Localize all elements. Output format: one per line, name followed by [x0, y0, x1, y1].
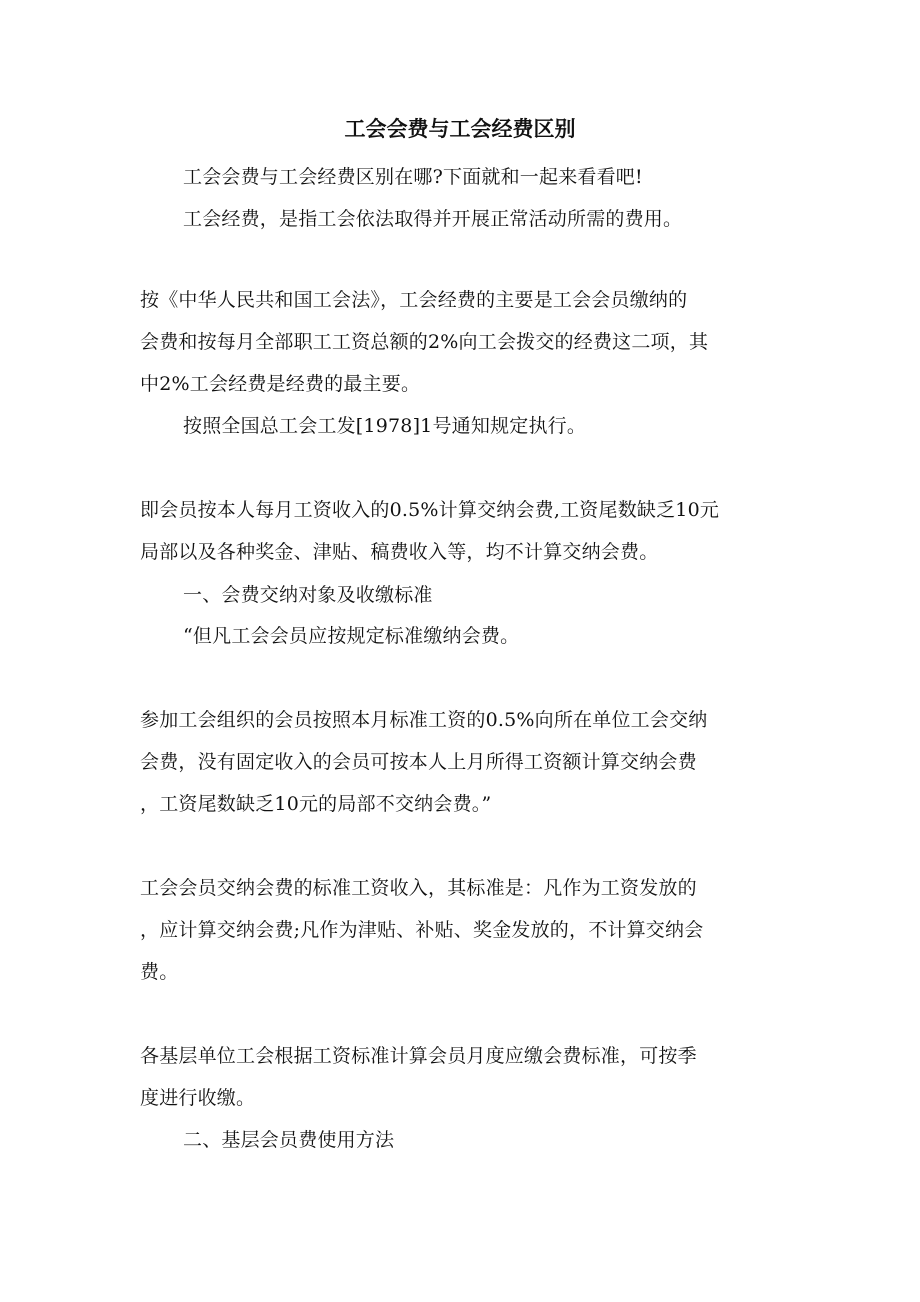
paragraph-notice [183, 405, 785, 447]
text-line: 各基层单位工会根据工资标准计算会员月度应缴会费标准，可按季 [140, 1045, 697, 1067]
text-line: 一、会费交纳对象及收缴标准 [183, 584, 433, 606]
text-line: 度进行收缴。 [140, 1087, 256, 1109]
paragraph-intro [183, 156, 785, 198]
text-line: 即会员按本人每月工资收入的0.5%计算交纳会费,工资尾数缺乏10元 [140, 499, 720, 521]
text-line: 工会经费，是指工会依法取得并开展正常活动所需的费用。 [183, 208, 683, 230]
text-line: 会费，没有固定收入的会员可按本人上月所得工资额计算交纳会费 [140, 751, 697, 773]
text-line: 二、基层会员费使用方法 [183, 1129, 395, 1151]
paragraph-collection [140, 1035, 785, 1119]
text-line: 工会会员交纳会费的标准工资收入，其标准是：凡作为工资发放的 [140, 877, 697, 899]
text-line: 费。 [140, 961, 179, 983]
text-line: 按照全国总工会工发[1978]1号通知规定执行。 [183, 415, 587, 437]
text-line: 局部以及各种奖金、津贴、稿费收入等，均不计算交纳会费。 [140, 541, 659, 563]
text-line: 按《中华人民共和国工会法》，工会经费的主要是工会会员缴纳的 [140, 289, 688, 311]
paragraph-member-rate [140, 489, 785, 573]
document-title: 工会会费与工会经费区别 [344, 116, 576, 141]
text-line: “但凡工会会员应按规定标准缴纳会费。 [183, 625, 520, 647]
paragraph-standard-income [140, 867, 785, 993]
paragraph-law [140, 279, 785, 405]
text-line: 中2%工会经费是经费的最主要。 [140, 373, 421, 395]
paragraph-definition [183, 198, 785, 240]
section-heading-2 [183, 1119, 785, 1161]
text-line: 参加工会组织的会员按照本月标准工资的0.5%向所在单位工会交纳 [140, 709, 708, 731]
paragraph-quote-start [183, 615, 785, 657]
text-line: 会费和按每月全部职工工资总额的2%向工会拨交的经费这二项，其 [140, 331, 709, 353]
text-line: ，应计算交纳会费;凡作为津贴、补贴、奖金发放的，不计算交纳会 [140, 919, 704, 941]
paragraph-quote-body [140, 699, 785, 825]
text-line: ，工资尾数缺乏10元的局部不交纳会费。” [140, 793, 492, 815]
section-heading-1 [183, 574, 785, 616]
text-line: 工会会费与工会经费区别在哪?下面就和一起来看看吧! [183, 166, 643, 188]
